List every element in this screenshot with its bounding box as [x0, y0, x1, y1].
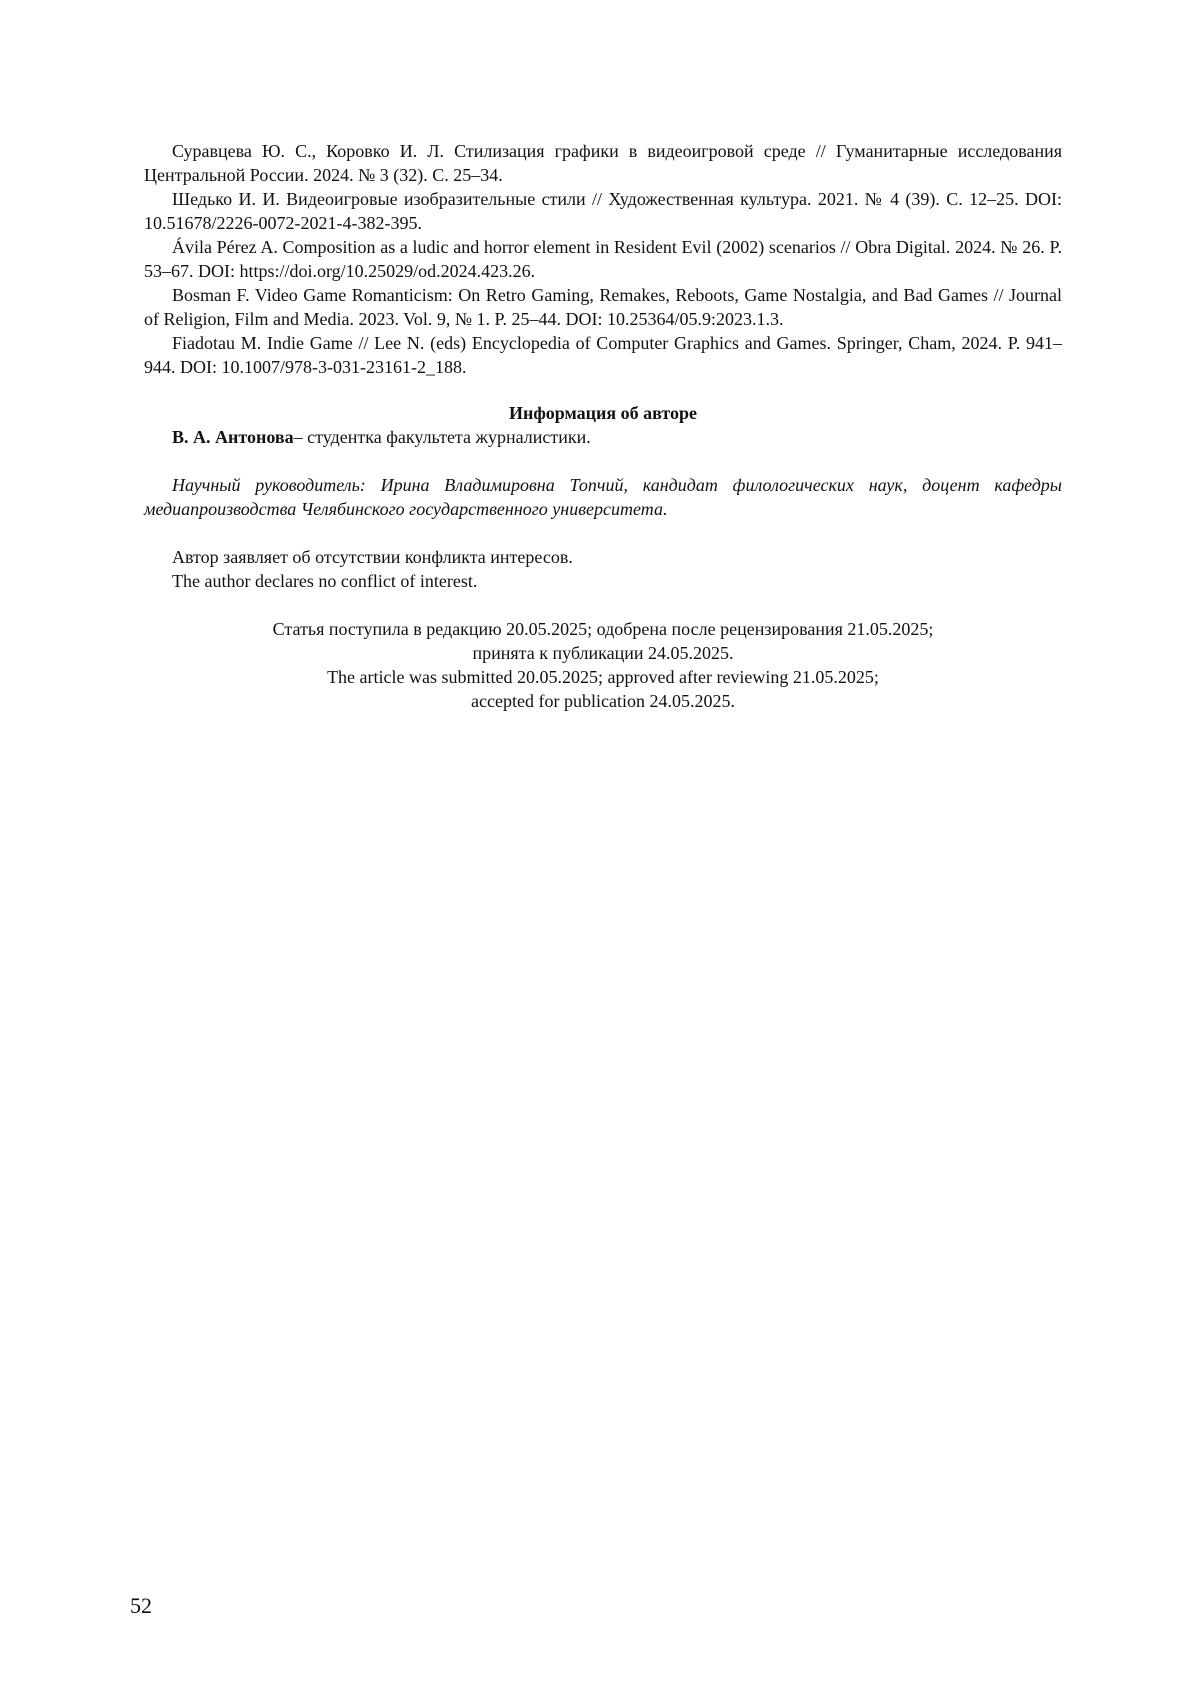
reference-item: Fiadotau M. Indie Game // Lee N. (eds) Encyclopedia of Computer Graphics and Games. Springer, Cham, 2024. P. 941–944. DOI: 10.1007/978-3-031-23161-2_188. — [144, 333, 1062, 377]
reference-item: Ávila Pérez A. Composition as a ludic and horror element in Resident Evil (2002) scenarios // Obra Digital. 2024. № 26. P. 53–67. DOI: https://doi.org/10.25029/od.2024.423.26. — [144, 237, 1062, 281]
supervisor-note: Научный руководитель: Ирина Владимировна Топчий, кандидат филологических наук, доцент кафедры медиапроизводства Челябинского государственного университета. — [144, 475, 1062, 519]
author-name: В. А. Антонова — [172, 427, 294, 447]
conflict-statement-en: The author declares no conflict of interest. — [172, 571, 478, 591]
page-content — [144, 139, 1062, 713]
author-description: – студентка факультета журналистики. — [293, 427, 591, 447]
dates-en-line-2: accepted for publication 24.05.2025. — [471, 691, 735, 711]
article-dates — [144, 617, 1062, 713]
conflict-statement-ru: Автор заявляет об отсутствии конфликта интересов. — [172, 547, 573, 567]
reference-item: Шедько И. И. Видеоигровые изобразительные стили // Художественная культура. 2021. № 4 (39). С. 12–25. DOI: 10.51678/2226-0072-2021-4-382-395. — [144, 189, 1062, 233]
dates-ru-line-1: Статья поступила в редакцию 20.05.2025; одобрена после рецензирования 21.05.2025; — [272, 619, 934, 639]
author-info-heading: Информация об авторе — [508, 403, 698, 423]
reference-item: Суравцева Ю. С., Коровко И. Л. Стилизация графики в видеоигровой среде // Гуманитарные исследования Центральной России. 2024. № 3 (32). С. 25–34. — [144, 141, 1062, 185]
page-number: 52 — [130, 1593, 152, 1618]
author-line — [144, 425, 1062, 449]
dates-en-line-1: The article was submitted 20.05.2025; approved after reviewing 21.05.2025; — [327, 667, 879, 687]
reference-item: Bosman F. Video Game Romanticism: On Retro Gaming, Remakes, Reboots, Game Nostalgia, and Bad Games // Journal of Religion, Film and Media. 2023. Vol. 9, № 1. P. 25–44. DOI: 10.25364/05.9:2023.1.3. — [144, 285, 1062, 329]
dates-ru-line-2: принята к публикации 24.05.2025. — [472, 643, 734, 663]
references-list — [144, 139, 1062, 379]
conflict-statement — [144, 545, 1062, 593]
